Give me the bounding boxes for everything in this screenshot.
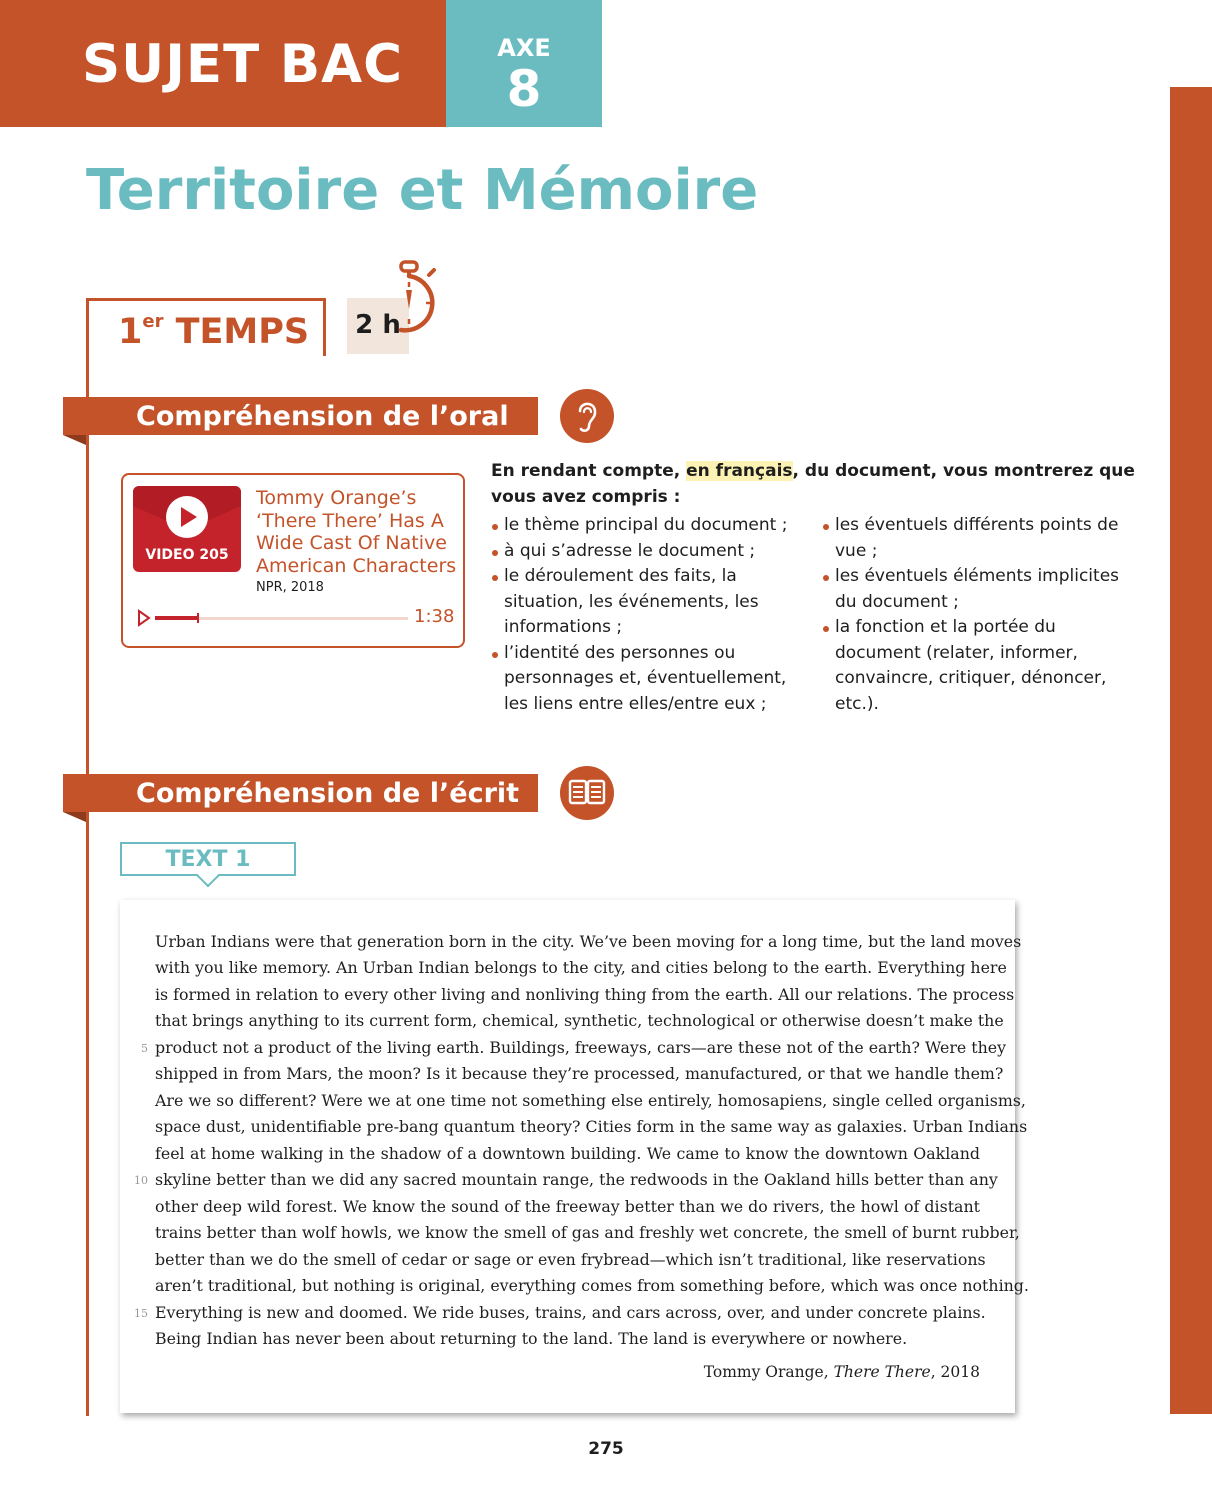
line-number: 5 [141,1042,148,1055]
play-small-icon[interactable] [137,609,151,627]
text-line: product not a product of the living earth. Buildings, freeways, cars—are these not of the earth? Were they [155,1038,1007,1057]
criteria-list-right [822,513,1122,717]
criteria-list-left [491,513,811,717]
list-item: les éventuels éléments implicites du document ; [822,564,1122,615]
text-line: with you like memory. An Urban Indian belongs to the city, and cities belong to the earth. Everything here [155,958,1007,977]
list-item: la fonction et la portée du document (relater, informer, convaincre, critiquer, dénoncer, etc.). [822,615,1122,717]
text-line: skyline better than we did any sacred mountain range, the redwoods in the Oakland hills better than any [155,1170,998,1189]
video-badge: VIDEO 205 [145,547,229,563]
instructions-intro: En rendant compte, en français, du document, vous montrerez que vous avez compris : [491,461,1135,507]
ear-icon [560,389,614,443]
list-item: à qui s’adresse le document ; [491,539,811,565]
play-button-icon[interactable] [164,494,210,540]
ecrit-section-heading: Compréhension de l’écrit [136,778,520,809]
text-line: aren’t traditional, but nothing is original, everything comes from something before, which was once nothing. [155,1276,1029,1295]
text-line: Urban Indians were that generation born in the city. We’ve been moving for a long time, but the land moves [155,932,1022,951]
ecrit-section-fold [63,812,86,822]
stopwatch-icon [375,256,443,338]
oral-section-heading: Compréhension de l’oral [136,401,509,432]
highlighted-phrase: en français [686,461,793,481]
text-label: TEXT 1 [165,847,251,872]
text-line: Everything is new and doomed. We ride buses, trains, and cars across, over, and under concrete plains. [155,1303,986,1322]
list-item: le déroulement des faits, la situation, les événements, les informations ; [491,564,811,641]
axe-label: AXE [497,34,551,62]
oral-section-fold [63,435,86,445]
right-margin-band [1170,87,1212,1414]
text-line: other deep wild forest. We know the sound of the freeway better than we do rivers, the howl of distant [155,1197,980,1216]
temps-frame-top [86,298,326,301]
text-line: that brings anything to its current form, chemical, synthetic, technological or otherwise doesn’t make the [155,1011,1004,1030]
page-number: 275 [588,1439,624,1459]
video-progress-handle[interactable] [197,613,199,623]
temps-label: 1er TEMPS [118,311,310,352]
list-item: le thème principal du document ; [491,513,811,539]
text-attribution: Tommy Orange, There There, 2018 [703,1363,980,1381]
video-source: NPR, 2018 [256,580,324,595]
axe-number: 8 [506,60,542,118]
ear-icon-circle [560,389,614,443]
text-line: shipped in from Mars, the moon? Is it because they’re processed, manufactured, or that we handle them? [155,1064,1004,1083]
duration-text: 2 h [355,310,401,340]
header-title: SUJET BAC [82,34,404,95]
text-line: space dust, unidentifiable pre-bang quantum theory? Cities form in the same way as galaxies. Urban Indians [155,1117,1028,1136]
book-icon-circle [560,766,614,820]
line-number: 10 [134,1174,148,1187]
video-progress-fill [155,616,198,620]
text-line: Are we so different? Were we at one time not something else entirely, homosapiens, single celled organisms, [155,1091,1026,1110]
text-line: feel at home walking in the shadow of a downtown building. We came to know the downtown Oakland [155,1144,980,1163]
list-item: les éventuels différents points de vue ; [822,513,1122,564]
book-icon [560,766,614,820]
video-title[interactable]: Tommy Orange’s ‘There There’ Has A Wide Cast Of Native American Characters [256,487,457,577]
list-item: l’identité des personnes ou personnages et, éventuellement, les liens entre elles/entre eux ; [491,641,811,718]
line-number: 15 [134,1307,148,1320]
text-line: better than we do the smell of cedar or sage or even frybread—which isn’t traditional, like reservations [155,1250,986,1269]
text-line: is formed in relation to every other living and nonliving thing from the earth. All our relations. The process [155,985,1015,1004]
temps-frame-right [323,298,326,356]
video-duration: 1:38 [414,606,455,627]
page-title: Territoire et Mémoire [86,158,759,223]
text-tab-pointer [196,874,220,888]
section-guide-line [86,298,89,1416]
text-line: Being Indian has never been about returning to the land. The land is everywhere or nowhere. [155,1329,908,1348]
text-line: trains better than wolf howls, we know the smell of gas and freshly wet concrete, the smell of burnt rubber, [155,1223,1020,1242]
